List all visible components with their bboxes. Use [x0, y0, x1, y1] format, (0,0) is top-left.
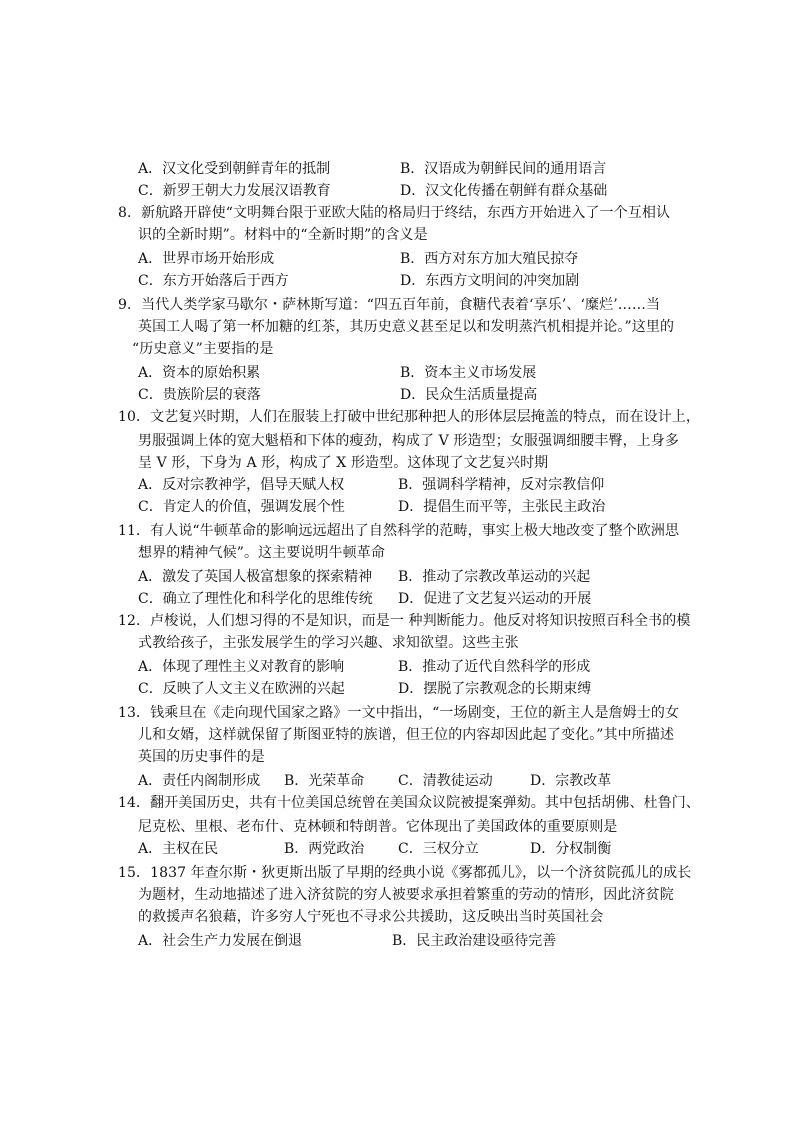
q13-stem-line-3: 英国的历史事件的是 — [138, 749, 265, 765]
q13-option-b: B．光荣革命 — [284, 773, 365, 789]
q7-option-a: A．汉文化受到朝鲜青年的抵制 — [138, 161, 331, 177]
q15-stem-line-1: 15．1837 年查尔斯・狄更斯出版了早期的经典小说《雾都孤儿》，以一个济贫院孤儿的成长 — [118, 865, 692, 881]
q8-stem-line-1: 8．新航路开辟使“文明舞台限于亚欧大陆的格局归于终结，东西方开始进入了一个互相认 — [118, 205, 671, 221]
q8-stem-line-2: 识的全新时期”。材料中的“全新时期”的含义是 — [138, 227, 428, 243]
q9-option-d: D．民众生活质量提高 — [400, 387, 538, 403]
q10-stem-line-2: 男服强调上体的宽大魁梧和下体的瘦劲，构成了 V 形造型；女服强调细腰丰臀，上身多 — [138, 433, 680, 449]
q10-option-a: A．反对宗教神学，倡导天赋人权 — [138, 477, 345, 493]
q14-option-d: D．分权制衡 — [530, 841, 612, 857]
q15-option-b: B．民主政治建设亟待完善 — [392, 933, 557, 949]
q11-option-c: C．确立了理性化和科学化的思维传统 — [138, 591, 373, 607]
q10-option-c: C．肯定人的价值，强调发展个性 — [138, 499, 345, 515]
q10-stem-line-3: 呈 V 形，下身为 A 形，构成了 X 形造型。这体现了文艺复兴时期 — [138, 455, 549, 471]
q12-stem-line-1: 12．卢梭说，人们想习得的不是知识，而是一 种判断能力。他反对将知识按照百科全书的模 — [118, 613, 691, 629]
q11-stem-line-1: 11．有人说“牛顿革命的影响远远超出了自然科学的范畴，事实上极大地改变了整个欧洲思 — [118, 523, 680, 539]
q15-stem-line-2: 为题材，生动地描述了进入济贫院的穷人被要求承担着繁重的劳动的情形，因此济贫院 — [138, 887, 674, 903]
q8-option-b: B．西方对东方加大殖民掠夺 — [400, 251, 579, 267]
q14-stem-line-1: 14．翻开美国历史，共有十位美国总统曾在美国众议院被提案弹劾。其中包括胡佛、杜鲁门、 — [118, 795, 701, 811]
q8-option-a: A．世界市场开始形成 — [138, 251, 275, 267]
q15-option-a: A．社会生产力发展在倒退 — [138, 933, 303, 949]
q11-stem-line-2: 想界的精神气候”。这主要说明牛顿革命 — [138, 545, 385, 561]
q12-stem-line-2: 式教给孩子，主张发展学生的学习兴趣、求知欲望。这些主张 — [138, 635, 519, 651]
q11-option-d: D．促进了文艺复兴运动的开展 — [398, 591, 592, 607]
q9-stem-line-3: “历史意义”主要指的是 — [132, 341, 274, 357]
q12-option-c: C．反映了人文主义在欧洲的兴起 — [138, 681, 345, 697]
q10-stem-line-1: 10．文艺复兴时期，人们在服装上打破中世纪那种把人的形体层层掩盖的特点，而在设计上， — [118, 409, 701, 425]
q12-option-d: D．摆脱了宗教观念的长期束缚 — [398, 681, 592, 697]
q12-option-a: A．体现了理性主义对教育的影响 — [138, 659, 345, 675]
q13-stem-line-2: 儿和女婿，这样就保留了斯图亚特的族谱，但王位的内容却因此起了变化。”其中所描述 — [138, 727, 675, 743]
q15-stem-line-3: 的救援声名狼藉，许多穷人宁死也不寻求公共援助，这反映出当时英国社会 — [138, 909, 604, 925]
q8-option-c: C．东方开始落后于西方 — [138, 273, 289, 289]
q9-option-b: B．资本主义市场发展 — [400, 365, 537, 381]
q13-option-a: A．责任内阁制形成 — [138, 773, 261, 789]
q14-option-a: A．主权在民 — [138, 841, 219, 857]
q14-stem-line-2: 尼克松、里根、老布什、克林顿和特朗普。它体现出了美国政体的重要原则是 — [138, 819, 618, 835]
q14-option-c: C．三权分立 — [398, 841, 479, 857]
q9-option-c: C．贵族阶层的衰落 — [138, 387, 261, 403]
q9-option-a: A．资本的原始积累 — [138, 365, 261, 381]
q10-option-b: B．强调科学精神，反对宗教信仰 — [398, 477, 605, 493]
q9-stem-line-2: 英国工人喝了第一杯加糖的红茶，其历史意义甚至足以和发明蒸汽机相提并论。”这里的 — [138, 319, 675, 335]
q14-option-b: B．两党政治 — [284, 841, 365, 857]
q8-option-d: D．东西方文明间的冲突加剧 — [400, 273, 580, 289]
q13-option-c: C．清教徒运动 — [398, 773, 493, 789]
q11-option-a: A．激发了英国人极富想象的探索精神 — [138, 569, 373, 585]
q11-option-b: B．推动了宗教改革运动的兴起 — [398, 569, 591, 585]
q13-stem-line-1: 13．钱乘旦在《走向现代国家之路》一文中指出，“一场剧变，王位的新主人是詹姆士的女 — [118, 705, 680, 721]
q7-option-d: D．汉文化传播在朝鲜有群众基础 — [400, 183, 608, 199]
q7-option-c: C．新罗王朝大力发展汉语教育 — [138, 183, 331, 199]
q10-option-d: D．提倡生而平等，主张民主政治 — [398, 499, 606, 515]
q7-option-b: B．汉语成为朝鲜民间的通用语言 — [400, 161, 607, 177]
q9-stem-line-1: 9．当代人类学家马歇尔・萨林斯写道：“四五百年前，食糖代表着‘享乐’、‘糜烂’……当 — [118, 297, 661, 313]
q12-option-b: B．推动了近代自然科学的形成 — [398, 659, 591, 675]
q13-option-d: D．宗教改革 — [530, 773, 612, 789]
